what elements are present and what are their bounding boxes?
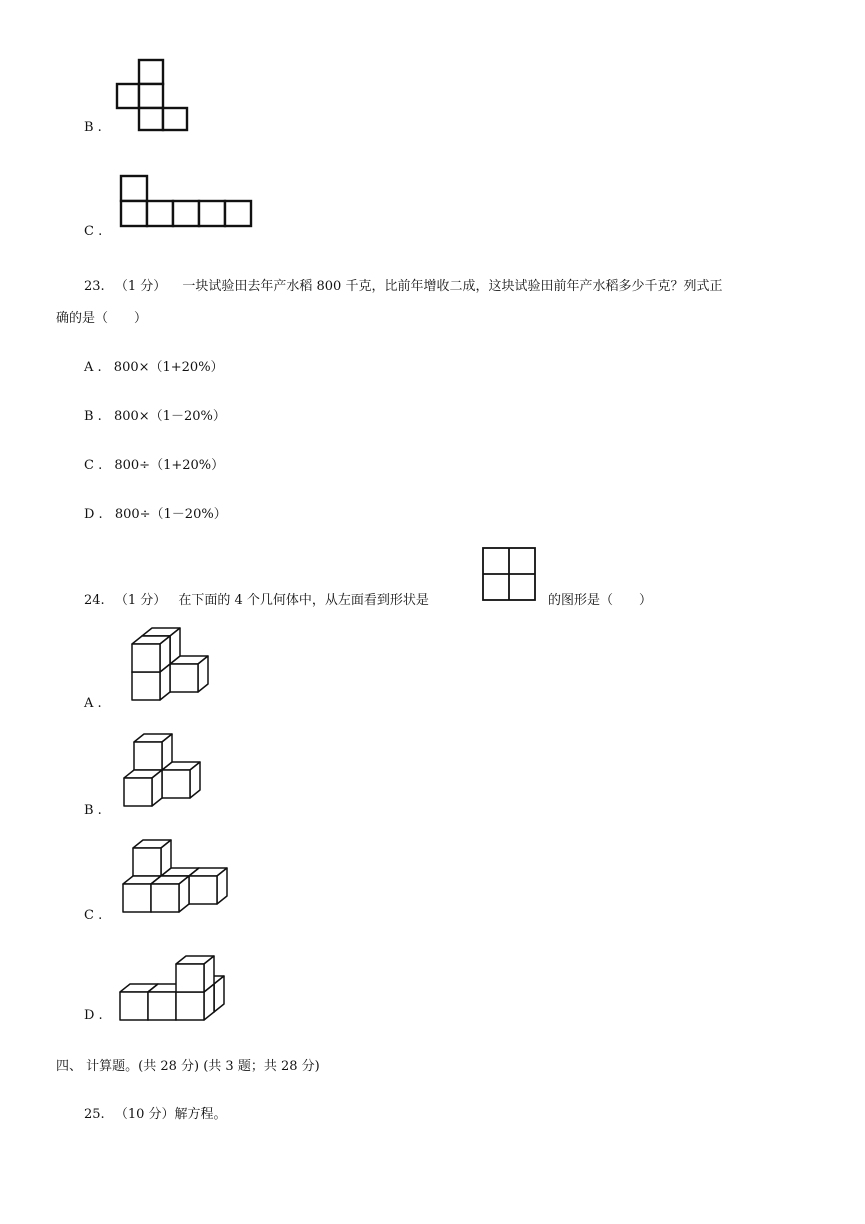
q23-number: 23. — [84, 279, 105, 294]
q23-option-d[interactable] — [84, 503, 227, 522]
cube-face — [176, 964, 204, 992]
cube-face — [120, 992, 148, 1020]
cube-face — [134, 742, 162, 770]
cube-face — [151, 884, 179, 912]
q24-stem-after: 的图形是（ ） — [548, 593, 653, 608]
cube-face — [124, 778, 152, 806]
q24-option-d-label: D . — [84, 1008, 103, 1023]
cube-face — [170, 664, 198, 692]
q24-score: （1 分） — [114, 593, 167, 608]
cube-face — [123, 884, 151, 912]
q24-stem-part1 — [84, 589, 429, 608]
q23-option-text: 800÷（1+20%） — [114, 458, 225, 473]
q23-option-text: 800÷（1－20%） — [114, 507, 227, 522]
q23-option-label: C . — [84, 458, 103, 473]
q23-stem: 一块试验田去年产水稻 800 千克，比前年增收二成，这块试验田前年产水稻多少千克？列式正 — [182, 279, 723, 294]
q23-option-text: 800×（1－20%） — [113, 409, 226, 424]
cube-face — [132, 672, 160, 700]
q23-option-label: D . — [84, 507, 103, 522]
section4-title: 四、 计算题。(共 28 分) (共 3 题；共 28 分) — [56, 1059, 320, 1074]
q24-option-c-label: C . — [84, 908, 103, 923]
q24-stem-before: 在下面的 4 个几何体中，从左面看到形状是 — [178, 593, 429, 608]
q24-option-a-cubes-figure — [120, 626, 230, 710]
cube-face — [132, 644, 160, 672]
q22-option-c-net-figure — [119, 174, 255, 230]
q23-option-label: A . — [84, 360, 102, 375]
q23-stem-line2: 确的是（ ） — [56, 311, 148, 326]
q23-option-b[interactable] — [84, 405, 226, 424]
cube-face — [133, 848, 161, 876]
q24-left-view-2x2-figure — [481, 546, 537, 602]
q22-option-b-net-figure — [115, 58, 191, 132]
q22-option-b-label: B . — [84, 120, 102, 135]
q23-option-label: B . — [84, 409, 102, 424]
q24-option-a-label: A . — [84, 696, 102, 711]
q23-option-a[interactable] — [84, 356, 224, 375]
q24-option-b-label: B . — [84, 803, 102, 818]
cube-face — [176, 992, 204, 1020]
q23-option-c[interactable] — [84, 454, 224, 473]
q24-option-c-cubes-figure — [119, 838, 229, 922]
q24-number: 24. — [84, 593, 105, 608]
q23-stem-line1 — [84, 275, 722, 294]
q25-text: （10 分）解方程。 — [114, 1107, 227, 1122]
q23-score: （1 分） — [114, 279, 167, 294]
cube-face — [162, 770, 190, 798]
q24-option-d-cubes-figure — [118, 946, 238, 1024]
cube-face — [189, 876, 217, 904]
q25-stem — [84, 1103, 227, 1122]
cube-face — [148, 992, 176, 1020]
q24-option-b-cubes-figure — [120, 732, 230, 816]
q23-option-text: 800×（1+20%） — [113, 360, 224, 375]
q22-option-c-label: C . — [84, 224, 103, 239]
q25-number: 25. — [84, 1107, 105, 1122]
